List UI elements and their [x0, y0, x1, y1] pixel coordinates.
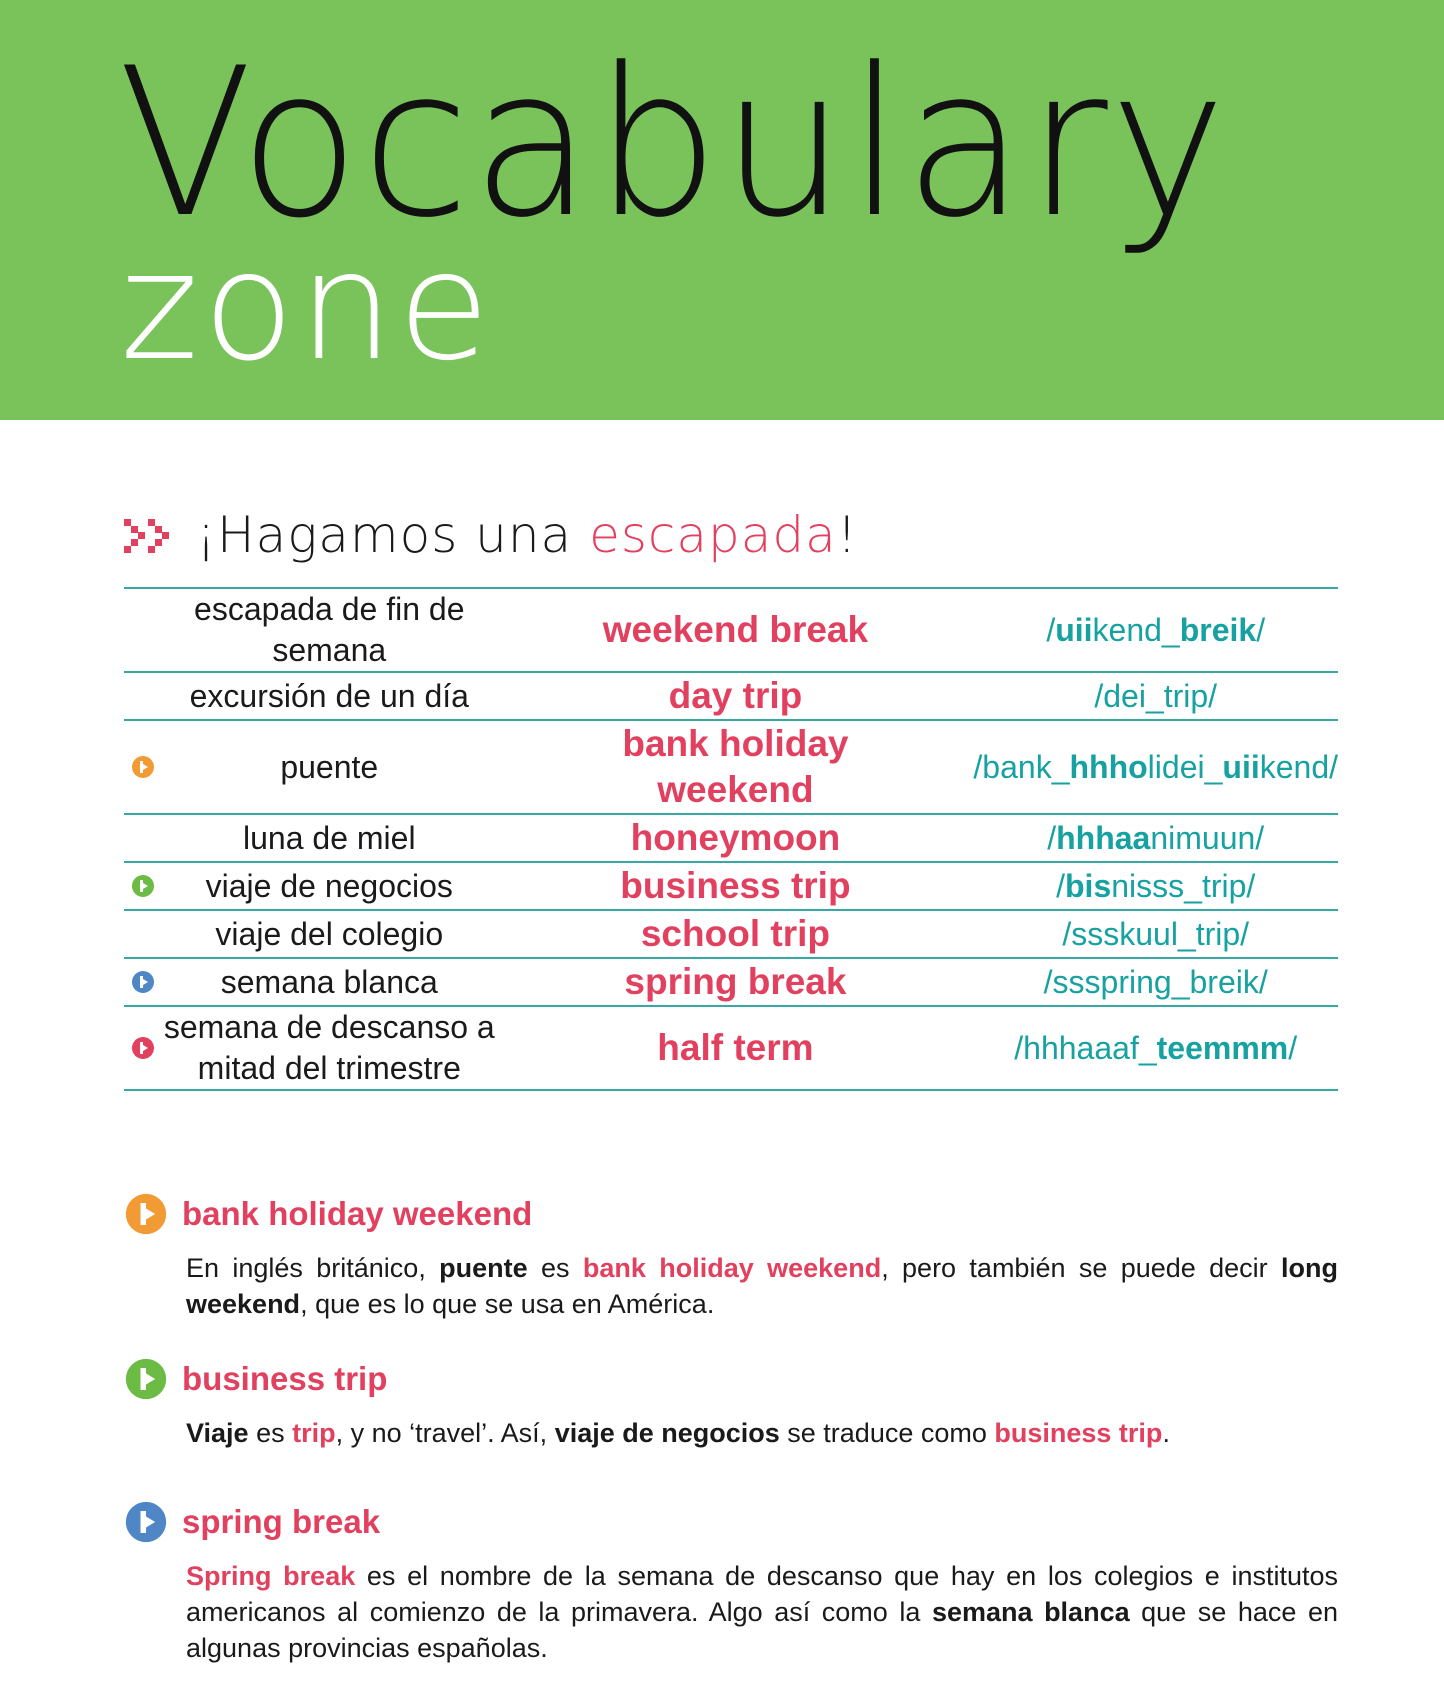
highlighted-term: business trip [994, 1418, 1163, 1448]
body-text: , pero también se puede decir [881, 1253, 1281, 1283]
row-marker-cell [124, 958, 161, 1006]
phonetic-segment: /dei_trip/ [1094, 677, 1218, 714]
bold-term: puente [439, 1253, 528, 1283]
body-text: , que es lo que se usa en América. [300, 1289, 715, 1319]
highlighted-term: bank holiday weekend [582, 1253, 882, 1283]
english-term: school trip [640, 913, 830, 954]
stressed-syllable: bis [1065, 867, 1112, 904]
body-text: . [1162, 1418, 1170, 1448]
highlighted-term: trip [292, 1418, 336, 1448]
header-banner [0, 0, 1444, 420]
vocab-row [124, 588, 1338, 672]
english-term: honeymoon [630, 817, 841, 858]
phonetic-segment: /ssspring_breik/ [1043, 963, 1268, 1000]
phonetic-segment: nimuun/ [1150, 819, 1265, 856]
phonetic-segment: /hhhaaaf_ [1014, 1029, 1157, 1066]
phonetic-transcription [973, 672, 1338, 720]
green-note-marker-icon [131, 874, 155, 898]
vocab-row [124, 1006, 1338, 1090]
section-header [124, 500, 858, 570]
english-term: day trip [668, 675, 803, 716]
body-text: es [248, 1418, 293, 1448]
note-body [186, 1415, 1338, 1451]
spanish-term: viaje de negocios [205, 867, 453, 904]
phonetic-segment: kend/ [1259, 748, 1338, 785]
spanish-term: semana blanca [220, 963, 438, 1000]
bold-term: long weekend [186, 1253, 1338, 1319]
row-marker-cell [124, 720, 161, 814]
body-text: En inglés británico, [186, 1253, 440, 1283]
spanish-term: escapada de fin de semana [194, 591, 465, 668]
phonetic-transcription [973, 862, 1338, 910]
phonetic-segment: / [1046, 611, 1056, 648]
blue-note-marker-icon [131, 970, 155, 994]
phonetic-transcription [973, 720, 1338, 814]
orange-note-marker-icon [131, 755, 155, 779]
english-term: spring break [624, 961, 847, 1002]
english-term: half term [657, 1027, 814, 1068]
body-text: que se hace en algunas provincias españolas. [186, 1597, 1338, 1663]
red-note-marker-icon [131, 1036, 155, 1060]
bold-term: Viaje [186, 1418, 249, 1448]
section-title [196, 506, 858, 564]
note-header [124, 1355, 1338, 1403]
vocab-row [124, 672, 1338, 720]
phonetic-segment: / [1056, 867, 1065, 904]
vocab-row [124, 958, 1338, 1006]
spanish-term: excursión de un día [189, 677, 469, 714]
highlighted-term: Spring break [186, 1561, 356, 1591]
body-text: , y no ‘travel’. Así, [335, 1418, 555, 1448]
stressed-syllable: hhhaa [1056, 819, 1151, 856]
phonetic-transcription [973, 958, 1338, 1006]
english-term: business trip [620, 865, 851, 906]
phonetic-transcription [973, 814, 1338, 862]
phonetic-transcription [973, 588, 1338, 672]
blue-note-icon [124, 1500, 168, 1544]
spanish-term: viaje del colegio [215, 915, 444, 952]
note-title: spring break [182, 1503, 381, 1540]
english-term: bank holiday weekend [622, 723, 849, 810]
note-header [124, 1498, 1338, 1546]
note-header [124, 1190, 1338, 1238]
row-marker-cell [124, 814, 161, 862]
phonetic-transcription [973, 910, 1338, 958]
vocab-row [124, 814, 1338, 862]
note-block [124, 1355, 1338, 1451]
double-arrow-icon [124, 515, 178, 555]
spanish-term: puente [280, 748, 379, 785]
green-note-icon [124, 1357, 168, 1401]
phonetic-segment: / [1047, 819, 1057, 856]
stressed-syllable: uii [1055, 611, 1093, 648]
bold-term: semana blanca [931, 1597, 1130, 1627]
vocab-row [124, 720, 1338, 814]
note-title: business trip [182, 1360, 388, 1397]
vocab-row [124, 910, 1338, 958]
row-marker-cell [124, 862, 161, 910]
row-marker-cell [124, 1006, 161, 1090]
orange-note-icon [124, 1192, 168, 1236]
page-title: Vocabulary [118, 25, 1229, 263]
body-text: es el nombre de la semana de descanso que hay en los colegios e institutos americanos al comienzo de la primavera. Algo así como la [186, 1561, 1338, 1627]
phonetic-segment: /ssskuul_trip/ [1062, 915, 1250, 952]
english-term: weekend break [602, 609, 869, 650]
phonetic-segment: / [1256, 611, 1266, 648]
row-marker-cell [124, 672, 161, 720]
vocab-row [124, 862, 1338, 910]
note-block [124, 1190, 1338, 1322]
row-marker-cell [124, 588, 161, 672]
phonetic-transcription [973, 1006, 1338, 1090]
phonetic-segment: /bank_ [973, 748, 1070, 785]
body-text: es [527, 1253, 583, 1283]
body-text: se traduce como [779, 1418, 995, 1448]
note-body [186, 1250, 1338, 1322]
row-marker-cell [124, 910, 161, 958]
note-body [186, 1558, 1338, 1666]
stressed-syllable: hhho [1069, 748, 1148, 785]
spanish-term: semana de descanso a mitad del trimestre [163, 1009, 495, 1086]
stressed-syllable: teemmm [1156, 1029, 1289, 1066]
stressed-syllable: breik [1179, 611, 1257, 648]
spanish-term: luna de miel [243, 819, 416, 856]
section-title-highlight: escapada [589, 506, 837, 564]
section-title-suffix: ! [836, 506, 858, 564]
phonetic-segment: / [1288, 1029, 1298, 1066]
stressed-syllable: uii [1222, 748, 1260, 785]
page-subtitle: zone [120, 220, 494, 394]
phonetic-segment: kend_ [1092, 611, 1180, 648]
bold-term: viaje de negocios [554, 1418, 780, 1448]
vocabulary-table [124, 587, 1338, 1091]
phonetic-segment: lidei_ [1147, 748, 1223, 785]
section-title-prefix: ¡Hagamos una [196, 506, 590, 564]
note-title: bank holiday weekend [182, 1195, 533, 1232]
note-block [124, 1498, 1338, 1666]
phonetic-segment: nisss_trip/ [1111, 867, 1256, 904]
